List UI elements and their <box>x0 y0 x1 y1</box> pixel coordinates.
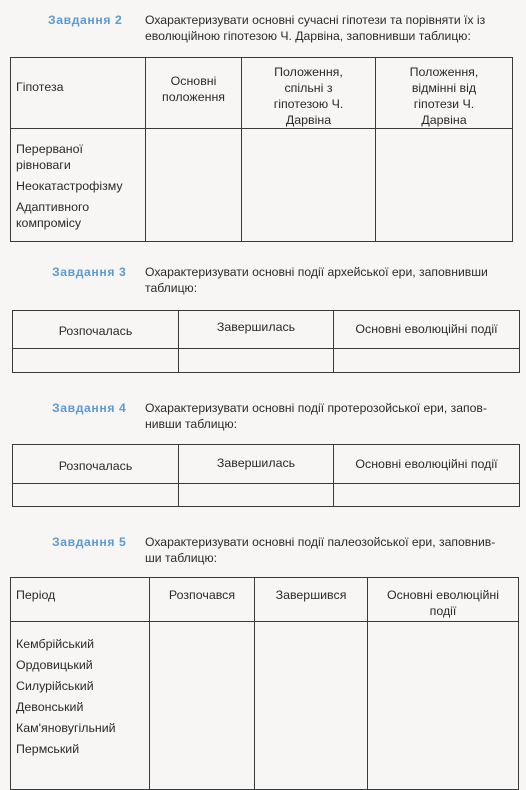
task-3-number: Завдання 3 <box>52 265 127 279</box>
task-2-line-2: еволюційною гіпотезою Ч. Дарвіна, заповнивши таблицю: <box>145 29 471 43</box>
task-5-body-row <box>11 622 519 790</box>
cell-began <box>150 622 255 790</box>
task-5-heading <box>52 534 518 568</box>
cell-main-evolutionary-events <box>334 484 520 507</box>
task-4-line-2: нивши таблицю: <box>145 417 238 431</box>
header-began: Розпочалась <box>13 445 179 484</box>
hypothesis-neocatastrophism: Неокатастрофізму <box>16 179 123 193</box>
task-3-line-2: таблицю: <box>145 281 198 295</box>
header-main-provisions: Основні положення <box>146 58 242 129</box>
task-3-table <box>12 310 520 373</box>
cell-began <box>13 484 179 507</box>
header-hypothesis: Гіпотеза <box>11 58 146 129</box>
hypothesis-adaptive-compromise: Адаптивного компромісу <box>16 200 90 230</box>
header-ended: Завершилась <box>179 445 334 484</box>
header-main-evolutionary-events: Основні еволюційні події <box>368 578 519 622</box>
header-ended: Завершився <box>255 578 368 622</box>
task-3-body-row <box>13 349 520 373</box>
task-2-heading <box>48 12 518 46</box>
task-2-number: Завдання 2 <box>48 13 123 27</box>
cell-ended <box>179 349 334 373</box>
task-3-line-1: Охарактеризувати основні події архейської ери, заповнивши <box>145 265 488 279</box>
cell-different-from-darwin <box>376 129 513 242</box>
header-began: Розпочався <box>150 578 255 622</box>
task-2-table <box>10 57 513 242</box>
period-cambrian: Кембрійський <box>16 637 95 651</box>
header-ended: Завершилась <box>179 311 334 349</box>
header-period: Період <box>11 578 150 622</box>
cell-main-provisions <box>146 129 242 242</box>
cell-main-evolutionary-events <box>368 622 519 790</box>
task-4-number: Завдання 4 <box>52 401 127 415</box>
task-5-line-1: Охарактеризувати основні події палеозойської ери, заповнив- <box>145 535 496 549</box>
task-4-table <box>12 444 520 507</box>
header-main-evolutionary-events: Основні еволюційні події <box>334 445 520 484</box>
task-2-body-row <box>11 129 513 242</box>
cell-main-evolutionary-events <box>334 349 520 373</box>
task-4-line-1: Охарактеризувати основні події протерозойської ери, запов- <box>145 401 487 415</box>
hypothesis-punctuated-equilibrium: Перерваної рівноваги <box>16 142 83 172</box>
period-carboniferous: Кам'яновугільний <box>16 721 116 735</box>
task-5-header-row <box>11 578 519 622</box>
task-3-header-row <box>13 311 520 349</box>
cell-began <box>13 349 179 373</box>
task-4-body-row <box>13 484 520 507</box>
hypothesis-list <box>11 129 146 242</box>
header-different-from-darwin: Положення, відмінні від гіпотези Ч. Дарвіна <box>376 58 513 129</box>
cell-ended <box>255 622 368 790</box>
period-ordovician: Ордовицький <box>16 658 93 672</box>
task-2-header-row <box>11 58 513 129</box>
task-2-text <box>145 12 485 44</box>
task-5-number: Завдання 5 <box>52 535 127 549</box>
header-common-with-darwin: Положення, спільні з гіпотезою Ч. Дарвіна <box>242 58 376 129</box>
task-2-line-1: Охарактеризувати основні сучасні гіпотези та порівняти їх із <box>145 13 486 27</box>
period-list <box>11 622 150 790</box>
cell-ended <box>179 484 334 507</box>
task-3-heading <box>52 264 518 298</box>
task-3-text <box>145 264 488 296</box>
task-4-text <box>145 400 487 432</box>
task-4-heading <box>52 400 518 434</box>
period-permian: Пермський <box>16 742 80 756</box>
task-5-text <box>145 534 495 566</box>
period-silurian: Силурійський <box>16 679 94 693</box>
header-began: Розпочалась <box>13 311 179 349</box>
header-main-evolutionary-events: Основні еволюційні події <box>334 311 520 349</box>
task-4-header-row <box>13 445 520 484</box>
task-5-table <box>10 577 519 790</box>
cell-common-with-darwin <box>242 129 376 242</box>
period-devonian: Девонський <box>16 700 84 714</box>
task-5-line-2: ши таблицю: <box>145 551 218 565</box>
